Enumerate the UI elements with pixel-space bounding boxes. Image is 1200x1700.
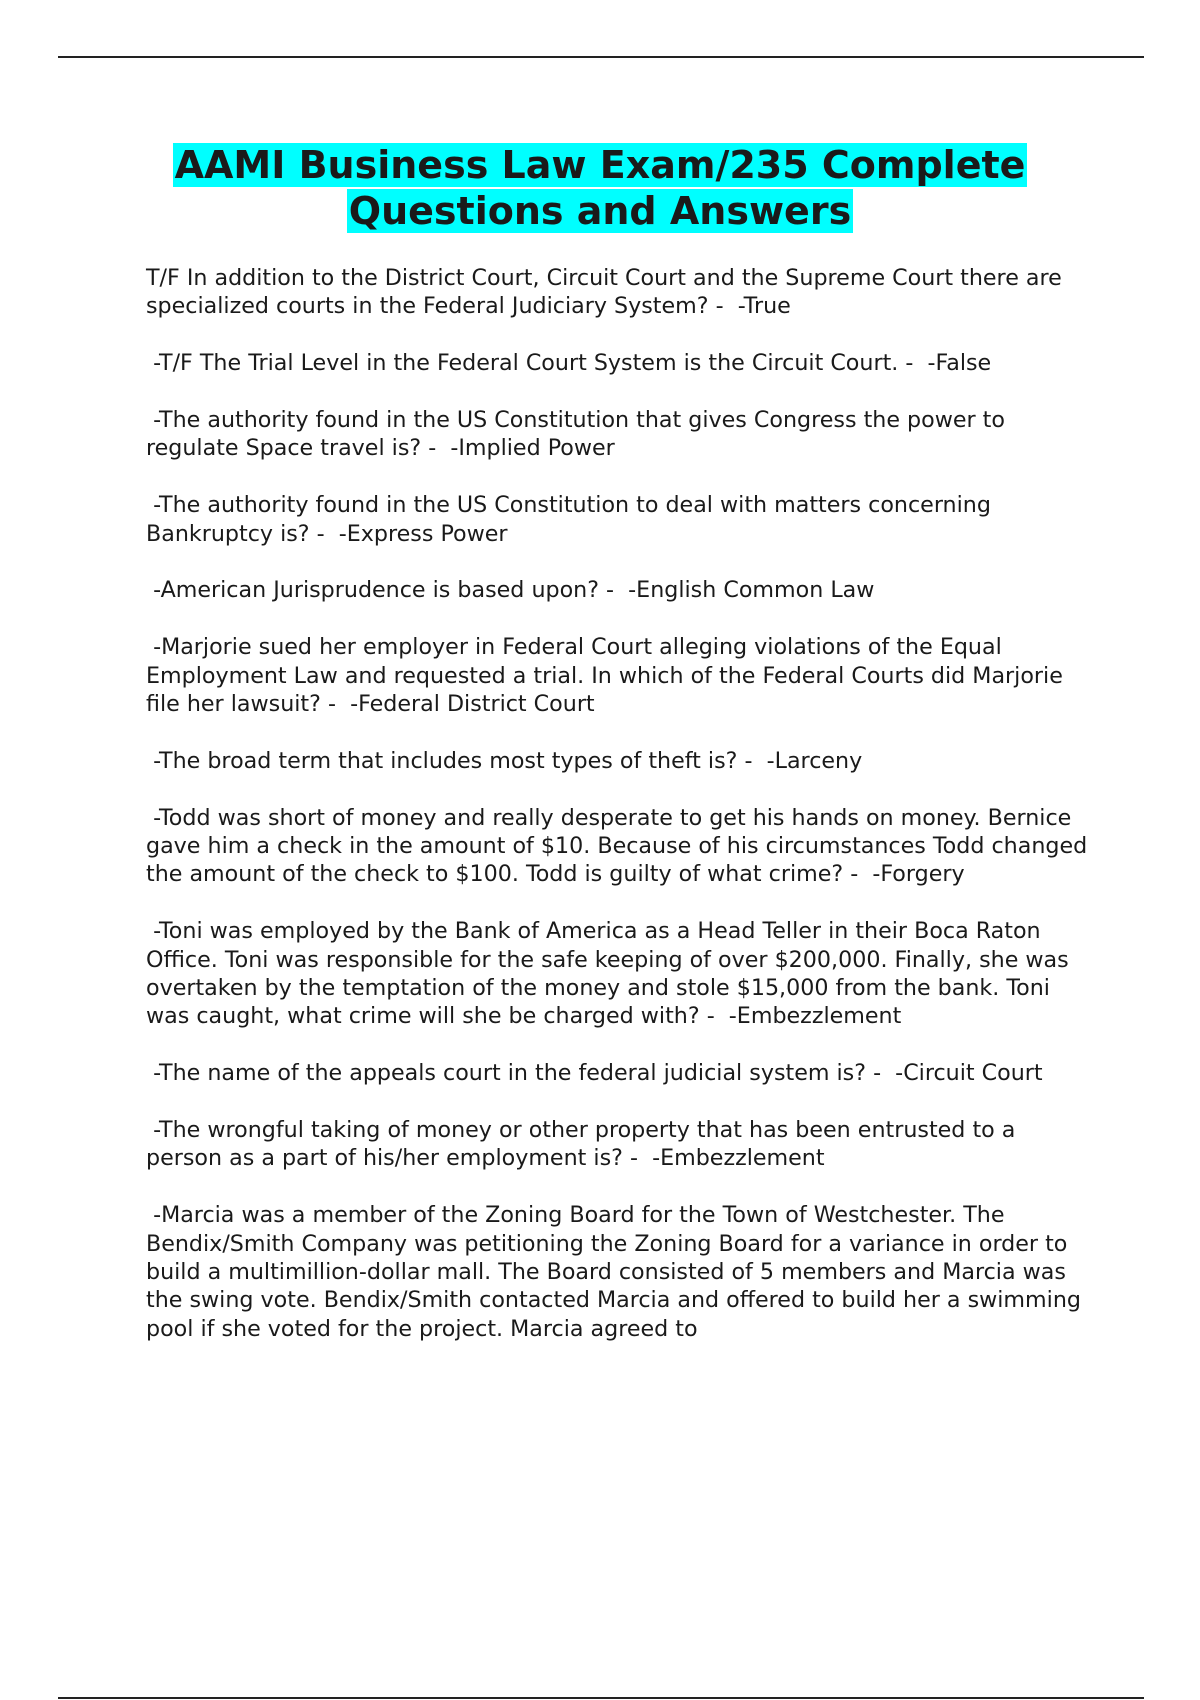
- qa-item: -Marjorie sued her employer in Federal Court alleging violations of the Equal Employment Law and requested a trial. In which of the Federal Courts did Marjorie file her lawsuit? - -Federal District Court: [146, 634, 1070, 718]
- qa-item: -Marcia was a member of the Zoning Board for the Town of Westchester. The Bendix/Smith Company was petitioning the Zoning Board for a variance in order to build a multimillion-dollar mall. The Board consisted of 5 members and Marcia was the swing vote. Bendix/Smith contacted Marcia and offered to build her a swimming pool if she voted for the project. Marcia agreed to: [146, 1202, 1089, 1342]
- qa-item: -The wrongful taking of money or other property that has been entrusted to a person as a part of his/her employment is? - -Embezzlement: [146, 1117, 1023, 1172]
- page-title-line-2: Questions and Answers: [348, 189, 852, 233]
- qa-item: -Toni was employed by the Bank of America as a Head Teller in their Boca Raton Office. Toni was responsible for the safe keeping of over $200,000. Finally, she was overtaken by the temptation of the money and stole $15,000 from the bank. Toni was caught, what crime will she be charged with? - -Embezzlement: [146, 918, 1076, 1030]
- page-title-line-1: AAMI Business Law Exam/235 Complete: [174, 143, 1026, 187]
- qa-item: -The broad term that includes most types of theft is? - -Larceny: [146, 747, 863, 774]
- qa-list: [146, 264, 1096, 1372]
- qa-item: -T/F The Trial Level in the Federal Court System is the Circuit Court. - -False: [146, 350, 992, 377]
- qa-item: -Todd was short of money and really desperate to get his hands on money. Bernice gave him a check in the amount of $10. Because of his circumstances Todd changed the amount of the check to $100. Todd is guilty of what crime? - -Forgery: [146, 804, 1095, 888]
- footer-rule: [58, 1697, 1144, 1699]
- qa-item: -American Jurisprudence is based upon? - -English Common Law: [146, 577, 875, 604]
- qa-item: -The name of the appeals court in the federal judicial system is? - -Circuit Court: [146, 1060, 1043, 1087]
- qa-item: T/F In addition to the District Court, Circuit Court and the Supreme Court there are specialized courts in the Federal Judiciary System? - -True: [146, 265, 1069, 320]
- page-title: [60, 142, 1140, 234]
- header-rule: [58, 56, 1144, 58]
- qa-item: -The authority found in the US Constitution that gives Congress the power to regulate Space travel is? - -Implied Power: [146, 407, 1013, 462]
- qa-item: -The authority found in the US Constitution to deal with matters concerning Bankruptcy is? - -Express Power: [146, 492, 998, 547]
